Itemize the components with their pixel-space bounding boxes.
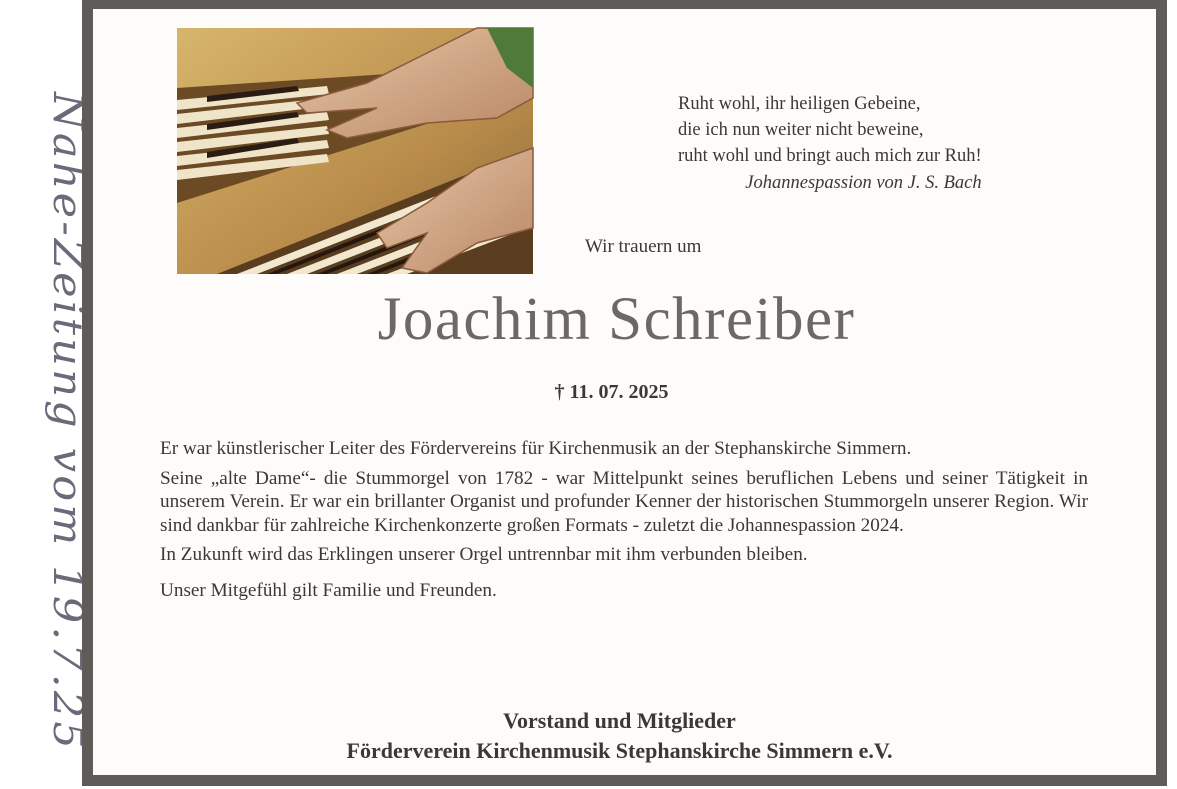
poem-line: die ich nun weiter nicht beweine,	[678, 120, 924, 140]
obituary-paragraph: Er war künstlerischer Leiter des Fördervereins für Kirchenmusik an der Stephanskirche Simmern.	[160, 438, 912, 459]
poem-block	[678, 91, 982, 196]
handwritten-note-drawing	[20, 88, 90, 778]
signature-line-2: Förderverein Kirchenmusik Stephanskirche Simmern e.V.	[346, 738, 893, 763]
obituary-text	[160, 437, 1088, 609]
obituary-paragraph: Unser Mitgefühl gilt Familie und Freunden.	[160, 579, 497, 601]
handwritten-margin-note	[20, 88, 90, 778]
obituary-paragraph: In Zukunft wird das Erklingen unserer Orgel untrennbar mit ihm verbunden bleiben.	[160, 544, 808, 566]
death-date: † 11. 07. 2025	[554, 381, 669, 403]
obituary-paragraph: Seine „alte Dame“- die Stummorgel von 1782 - war Mittelpunkt seines beruflichen Lebens und seiner Tätigkeit in unserem Verein. Er war ein brillanter Organist und profunder Kenner der historischen Stummorgeln unserer Region. Wir sind dankbar für zahlreiche Kirchenkonzerte großen Formats - zuletzt die Johannespassion 2024.	[160, 467, 1088, 536]
poem-line: Ruht wohl, ihr heiligen Gebeine,	[678, 94, 921, 114]
signature-block	[93, 706, 1156, 766]
poem-credit: Johannespassion von J. S. Bach	[745, 173, 982, 193]
organ-hands-photo	[177, 28, 533, 274]
signature-line-1: Vorstand und Mitglieder	[503, 708, 736, 733]
organ-hands-illustration	[177, 28, 533, 274]
handwritten-note-text: Nahe-Zeitung vom 19.7.25	[44, 92, 90, 706]
mourning-intro: Wir trauern um	[585, 236, 702, 257]
obituary-frame	[82, 0, 1167, 786]
deceased-name: Joachim Schreiber	[377, 286, 856, 353]
poem-line: ruht wohl und bringt auch mich zur Ruh!	[678, 146, 982, 166]
